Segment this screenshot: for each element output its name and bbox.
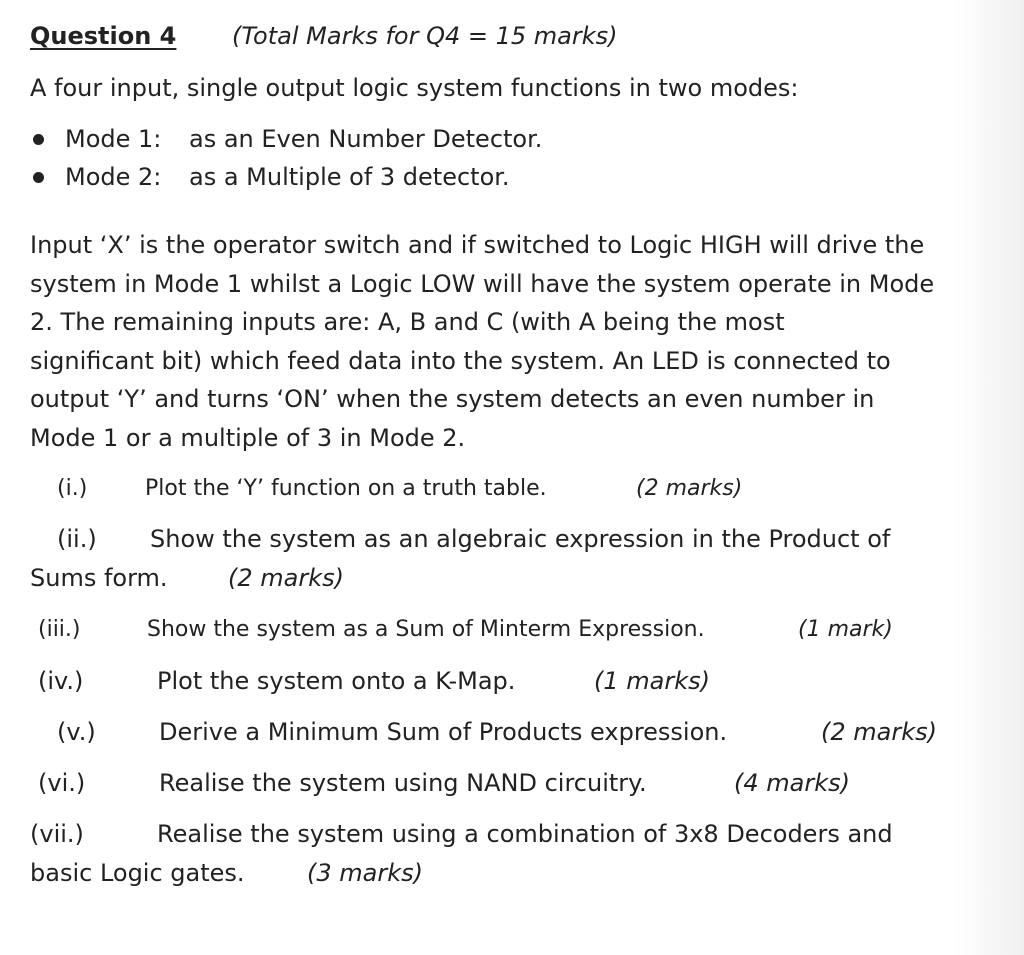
description-line: system in Mode 1 whilst a Logic LOW will have the system operate in Mode (30, 269, 935, 298)
description-line: Mode 1 or a multiple of 3 in Mode 2. (30, 423, 466, 452)
intro-text: A four input, single output logic system functions in two modes: (30, 74, 799, 102)
mode-2-label: Mode 2: (65, 163, 162, 191)
part-vii-continuation: basic Logic gates. (30, 859, 245, 887)
part-iii-marks: (1 mark) (798, 617, 893, 642)
description-line: Input ‘X’ is the operator switch and if switched to Logic HIGH will drive the (30, 231, 925, 259)
description-paragraph (30, 226, 934, 457)
page-edge-shadow (954, 0, 1024, 955)
question-title: Question 4 (30, 22, 177, 50)
part-v-text: Derive a Minimum Sum of Products expression. (159, 718, 728, 746)
bullet-icon (33, 134, 44, 145)
part-iv-text: Plot the system onto a K-Map. (157, 667, 516, 695)
mode-1-label: Mode 1: (65, 125, 162, 153)
part-ii-continuation: Sums form. (30, 564, 168, 592)
part-i-text: Plot the ‘Y’ function on a truth table. (145, 476, 547, 501)
part-ii-number: (ii.) (57, 525, 97, 553)
part-vi-text: Realise the system using NAND circuitry. (159, 769, 647, 797)
part-iv-marks: (1 marks) (594, 667, 710, 695)
part-iv-number: (iv.) (38, 667, 84, 695)
part-v-number: (v.) (57, 718, 96, 746)
description-line: 2. The remaining inputs are: A, B and C (with A being the most (30, 308, 785, 336)
part-v-marks: (2 marks) (821, 718, 937, 746)
part-ii-marks: (2 marks) (228, 564, 344, 592)
part-vi-marks: (4 marks) (734, 769, 850, 797)
part-iii-number: (iii.) (38, 617, 81, 642)
part-vii-text: Realise the system using a combination of 3x8 Decoders and (157, 820, 893, 848)
total-marks: (Total Marks for Q4 = 15 marks) (232, 22, 618, 50)
part-vii-marks: (3 marks) (307, 859, 423, 887)
description-line: significant bit) which feed data into the system. An LED is connected to (30, 346, 891, 375)
part-i-number: (i.) (57, 476, 88, 501)
description-line: output ‘Y’ and turns ‘ON’ when the system detects an even number in (30, 385, 875, 413)
part-vii-number: (vii.) (30, 820, 84, 848)
part-ii-text: Show the system as an algebraic expression in the Product of (150, 525, 891, 553)
bullet-icon (33, 172, 44, 183)
part-i-marks: (2 marks) (636, 476, 743, 501)
part-iii-text: Show the system as a Sum of Minterm Expression. (147, 617, 705, 642)
part-vi-number: (vi.) (38, 769, 86, 797)
mode-1-text: as an Even Number Detector. (189, 125, 543, 153)
mode-2-text: as a Multiple of 3 detector. (189, 163, 510, 191)
